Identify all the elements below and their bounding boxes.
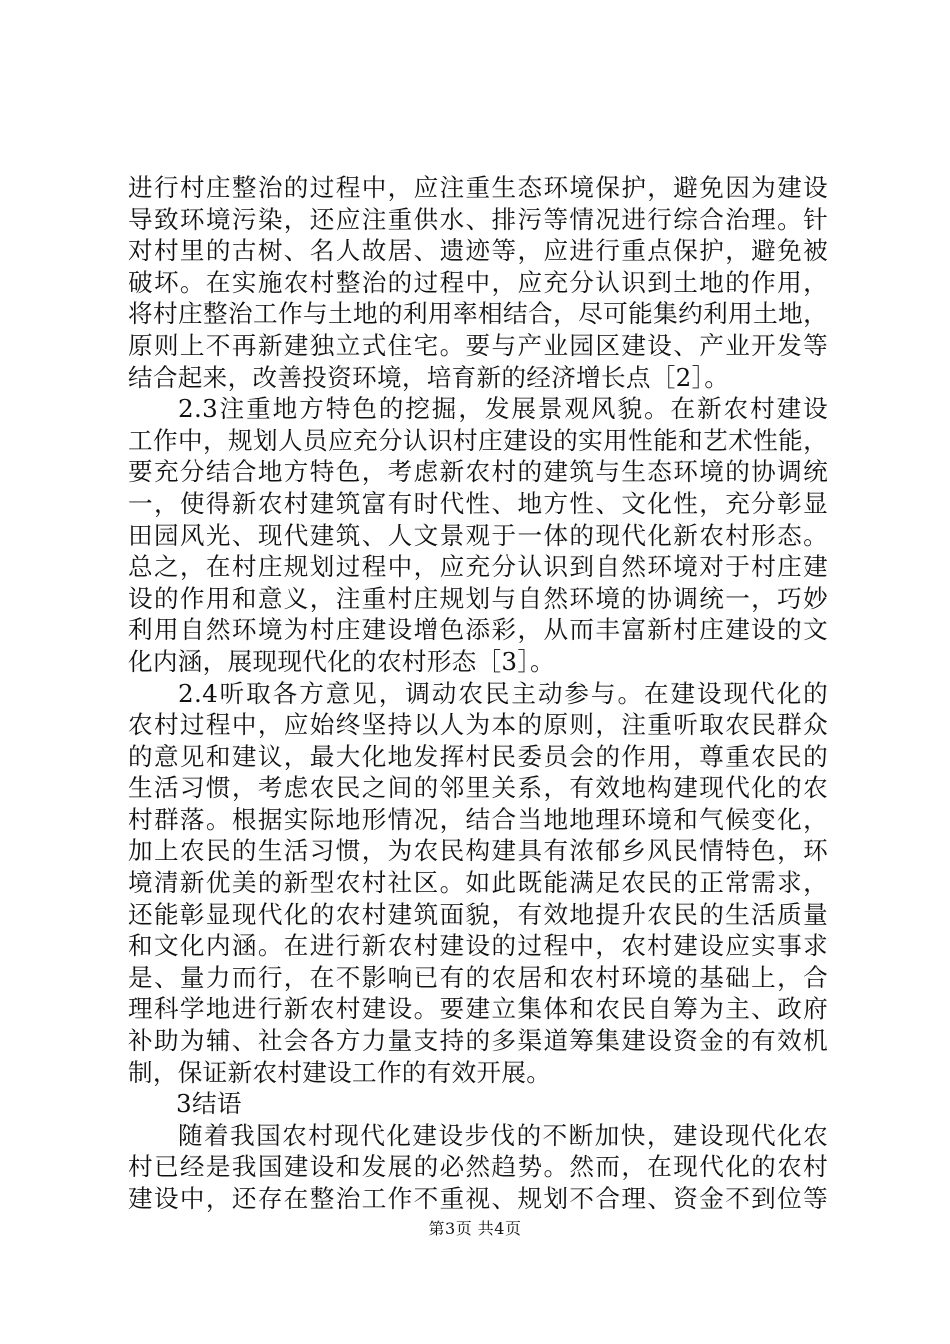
text-line: 农村过程中，应始终坚持以人为本的原则，注重听取农民群众 <box>128 710 828 740</box>
text-line: 村已经是我国建设和发展的必然趋势。然而，在现代化的农村 <box>128 1152 828 1182</box>
text-line: 境清新优美的新型农村社区。如此既能满足农民的正常需求， <box>128 868 828 898</box>
section-title: 3结语 <box>176 1089 242 1119</box>
text-line: 村群落。根据实际地形情况，结合当地地理环境和气候变化， <box>128 804 828 834</box>
text-line: 设的作用和意义，注重村庄规划与自然环境的协调统一，巧妙 <box>128 583 828 613</box>
text-line: 是、量力而行，在不影响已有的农居和农村环境的基础上，合 <box>128 962 828 992</box>
text-line: 原则上不再新建独立式住宅。要与产业园区建设、产业开发等 <box>128 330 828 360</box>
page-number-footer: 第3页 共4页 <box>428 1219 522 1238</box>
text-line: 建设中，还存在整治工作不重视、规划不合理、资金不到位等 <box>128 1184 828 1213</box>
text-line: 将村庄整治工作与土地的利用率相结合，尽可能集约利用土地， <box>128 299 828 329</box>
text-line: 对村里的古树、名人故居、遗迹等，应进行重点保护，避免被 <box>128 236 828 266</box>
text-line: 工作中，规划人员应充分认识村庄建设的实用性能和艺术性能， <box>128 425 828 455</box>
text-line: 化内涵，展现现代化的农村形态［3］。 <box>128 646 555 676</box>
text-line: 结合起来，改善投资环境，培育新的经济增长点［2］。 <box>128 362 730 392</box>
text-line: 还能彰显现代化的农村建筑面貌，有效地提升农民的生活质量 <box>128 899 828 929</box>
text-line: 田园风光、现代建筑、人文景观于一体的现代化新农村形态。 <box>128 520 828 550</box>
text-line: 进行村庄整治的过程中，应注重生态环境保护，避免因为建设 <box>128 173 828 202</box>
text-line: 和文化内涵。在进行新农村建设的过程中，农村建设应实事求 <box>128 931 828 961</box>
section-heading-line: 2.3注重地方特色的挖掘，发展景观风貌。在新农村建设 <box>178 394 828 424</box>
text-line: 利用自然环境为村庄建设增色添彩，从而丰富新村庄建设的文 <box>128 615 828 645</box>
text-line: 理科学地进行新农村建设。要建立集体和农民自筹为主、政府 <box>128 994 828 1024</box>
text-line: 破坏。在实施农村整治的过程中，应充分认识到土地的作用， <box>128 267 828 297</box>
text-line: 补助为辅、社会各方力量支持的多渠道筹集建设资金的有效机 <box>128 1026 828 1056</box>
text-line: 加上农民的生活习惯，为农民构建具有浓郁乡风民情特色，环 <box>128 836 828 866</box>
body-text <box>128 172 828 1215</box>
text-line: 随着我国农村现代化建设步伐的不断加快，建设现代化农 <box>178 1120 828 1150</box>
text-line: 一，使得新农村建筑富有时代性、地方性、文化性，充分彰显 <box>128 488 828 518</box>
text-line: 导致环境污染，还应注重供水、排污等情况进行综合治理。针 <box>128 204 828 234</box>
text-line: 生活习惯，考虑农民之间的邻里关系，有效地构建现代化的农 <box>128 773 828 803</box>
section-heading-line: 2.4听取各方意见，调动农民主动参与。在建设现代化的 <box>178 678 828 708</box>
text-line: 制，保证新农村建设工作的有效开展。 <box>128 1057 552 1087</box>
text-line: 要充分结合地方特色，考虑新农村的建筑与生态环境的协调统 <box>128 457 828 487</box>
text-line: 总之，在村庄规划过程中，应充分认识到自然环境对于村庄建 <box>128 552 828 582</box>
text-line: 的意见和建议，最大化地发挥村民委员会的作用，尊重农民的 <box>128 741 828 771</box>
